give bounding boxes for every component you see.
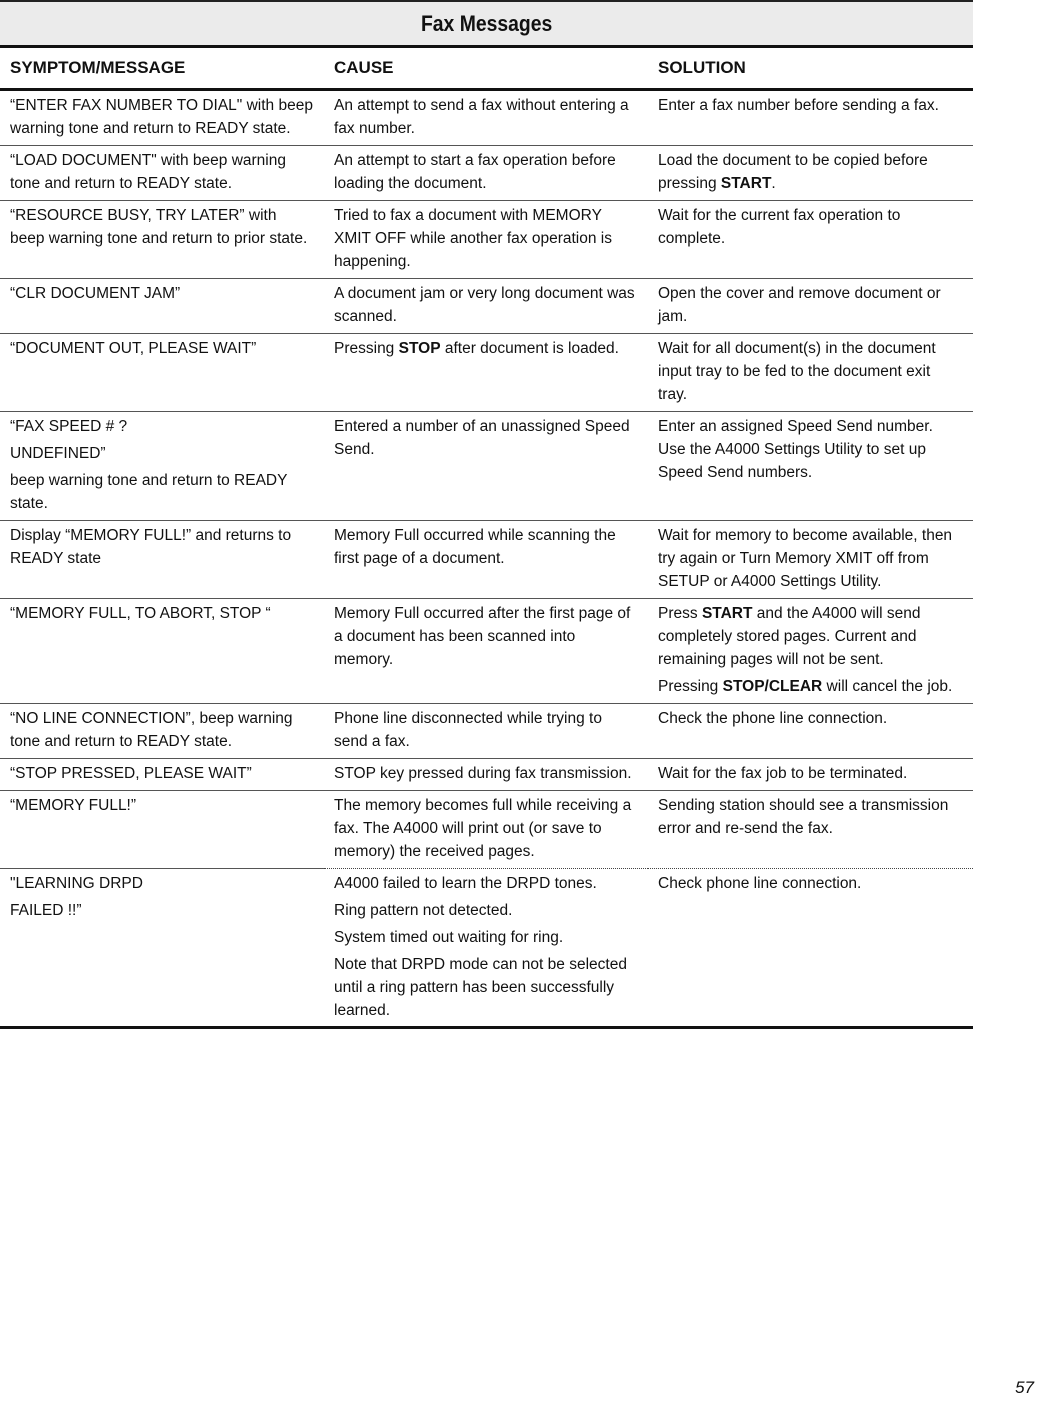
symptom-cell	[0, 599, 324, 704]
symptom-cell	[0, 759, 324, 791]
cause-text: System timed out waiting for ring.	[334, 929, 564, 946]
cause-text: An attempt to send a fax without entering a fax number.	[334, 97, 629, 137]
table-row	[0, 279, 973, 334]
cause-cell	[324, 412, 648, 521]
symptom-cell	[0, 90, 324, 146]
cause-cell	[324, 704, 648, 759]
solution-cell	[648, 90, 973, 146]
cause-cell	[324, 334, 648, 412]
symptom-text: FAILED !!”	[10, 902, 82, 919]
solution-text: Check the phone line connection.	[658, 710, 888, 727]
solution-text: Open the cover and remove document or jam.	[658, 285, 941, 325]
cause-text: A document jam or very long document was scanned.	[334, 285, 635, 325]
cause-text-part: Pressing	[334, 340, 399, 357]
solution-text: Wait for the current fax operation to complete.	[658, 207, 901, 247]
solution-cell	[648, 334, 973, 412]
cause-text: The memory becomes full while receiving a fax. The A4000 will print out (or save to memory) the received pages.	[334, 797, 632, 860]
solution-text-part: .	[771, 175, 776, 192]
key-label: START	[701, 605, 753, 622]
symptom-text: “CLR DOCUMENT JAM”	[10, 285, 181, 302]
cause-text: Ring pattern not detected.	[334, 902, 513, 919]
solution-cell	[648, 279, 973, 334]
table-row	[0, 201, 973, 279]
solution-text: Wait for the fax job to be terminated.	[658, 765, 908, 782]
cause-cell	[324, 279, 648, 334]
solution-cell	[648, 759, 973, 791]
table-row	[0, 90, 973, 146]
symptom-cell	[0, 201, 324, 279]
cause-text: Tried to fax a document with MEMORY XMIT OFF while another fax operation is happening.	[334, 207, 612, 270]
symptom-cell	[0, 412, 324, 521]
page-number: 57	[1015, 1378, 1034, 1397]
solution-text: Enter an assigned Speed Send number. Use the A4000 Settings Utility to set up Speed Send numbers.	[658, 418, 933, 481]
table-row	[0, 704, 973, 759]
key-label: STOP	[398, 340, 441, 357]
symptom-text: beep warning tone and return to READY state.	[10, 472, 288, 512]
cause-text: A4000 failed to learn the DRPD tones.	[334, 875, 597, 892]
cause-text: Memory Full occurred while scanning the first page of a document.	[334, 527, 616, 567]
solution-cell	[648, 412, 973, 521]
cause-text: Phone line disconnected while trying to send a fax.	[334, 710, 602, 750]
symptom-text: “STOP PRESSED, PLEASE WAIT”	[10, 765, 252, 782]
table-row	[0, 791, 973, 869]
symptom-text: "LEARNING DRPD	[10, 875, 143, 892]
table-row	[0, 412, 973, 521]
symptom-cell	[0, 869, 324, 1028]
symptom-text: “ENTER FAX NUMBER TO DIAL" with beep warning tone and return to READY state.	[10, 97, 313, 137]
title-bar	[0, 0, 973, 48]
cause-text-part: after document is loaded.	[440, 340, 619, 357]
solution-text: Enter a fax number before sending a fax.	[658, 97, 939, 114]
solution-cell	[648, 791, 973, 869]
solution-cell	[648, 521, 973, 599]
cause-cell	[324, 869, 648, 1028]
symptom-cell	[0, 704, 324, 759]
solution-cell	[648, 201, 973, 279]
table-row	[0, 599, 973, 704]
symptom-header: SYMPTOM/MESSAGE	[0, 48, 324, 90]
cause-text: Memory Full occurred after the first page of a document has been scanned into memory.	[334, 605, 631, 668]
solution-text-part: will cancel the job.	[822, 678, 953, 695]
cause-text: Note that DRPD mode can not be selected until a ring pattern has been successfully learned.	[334, 956, 627, 1019]
table-row	[0, 521, 973, 599]
symptom-text: “DOCUMENT OUT, PLEASE WAIT”	[10, 340, 257, 357]
symptom-cell	[0, 791, 324, 869]
symptom-text: “RESOURCE BUSY, TRY LATER” with beep warning tone and return to prior state.	[10, 207, 308, 247]
solution-header: SOLUTION	[648, 48, 973, 90]
solution-cell	[648, 869, 973, 1028]
cause-text: STOP key pressed during fax transmission.	[334, 765, 632, 782]
table-row	[0, 146, 973, 201]
cause-cell	[324, 146, 648, 201]
solution-text: Sending station should see a transmission error and re-send the fax.	[658, 797, 949, 837]
symptom-text: “MEMORY FULL, TO ABORT, STOP “	[10, 605, 271, 622]
cause-cell	[324, 521, 648, 599]
table-row	[0, 334, 973, 412]
solution-text: Wait for all document(s) in the document input tray to be fed to the document exit tray.	[658, 340, 936, 403]
solution-cell	[648, 146, 973, 201]
solution-text-part: Press	[658, 605, 702, 622]
page-title: Fax Messages	[420, 10, 553, 36]
solution-text-part: Pressing	[658, 678, 723, 695]
symptom-text: Display “MEMORY FULL!” and returns to READY state	[10, 527, 292, 567]
cause-cell	[324, 201, 648, 279]
symptom-text: “MEMORY FULL!”	[10, 797, 137, 814]
symptom-cell	[0, 279, 324, 334]
key-label: STOP/CLEAR	[722, 678, 823, 695]
solution-text: Wait for memory to become available, then try again or Turn Memory XMIT off from SETUP or A4000 Settings Utility.	[658, 527, 953, 590]
cause-cell	[324, 90, 648, 146]
header-row	[0, 48, 973, 90]
cause-text	[334, 337, 638, 360]
fax-messages-table	[0, 48, 973, 1029]
cause-cell	[324, 599, 648, 704]
cause-cell	[324, 791, 648, 869]
cause-header: CAUSE	[324, 48, 648, 90]
table-row	[0, 869, 973, 1028]
symptom-text: UNDEFINED”	[10, 445, 106, 462]
solution-text-part: Load the document to be copied before pressing	[658, 152, 928, 192]
cause-cell	[324, 759, 648, 791]
solution-text	[658, 149, 963, 195]
symptom-cell	[0, 334, 324, 412]
solution-cell	[648, 599, 973, 704]
solution-text	[658, 602, 963, 671]
solution-cell	[648, 704, 973, 759]
key-label: START	[720, 175, 772, 192]
cause-text: An attempt to start a fax operation before loading the document.	[334, 152, 616, 192]
symptom-text: “NO LINE CONNECTION”, beep warning tone and return to READY state.	[10, 710, 293, 750]
solution-text: Check phone line connection.	[658, 875, 862, 892]
symptom-text: “LOAD DOCUMENT" with beep warning tone and return to READY state.	[10, 152, 286, 192]
solution-text-part: and the A4000 will send completely stored pages. Current and remaining pages will not be sent.	[658, 605, 921, 668]
cause-text: Entered a number of an unassigned Speed Send.	[334, 418, 630, 458]
symptom-text: “FAX SPEED # ?	[10, 418, 128, 435]
symptom-cell	[0, 146, 324, 201]
solution-text	[658, 675, 963, 698]
table-row	[0, 759, 973, 791]
symptom-cell	[0, 521, 324, 599]
